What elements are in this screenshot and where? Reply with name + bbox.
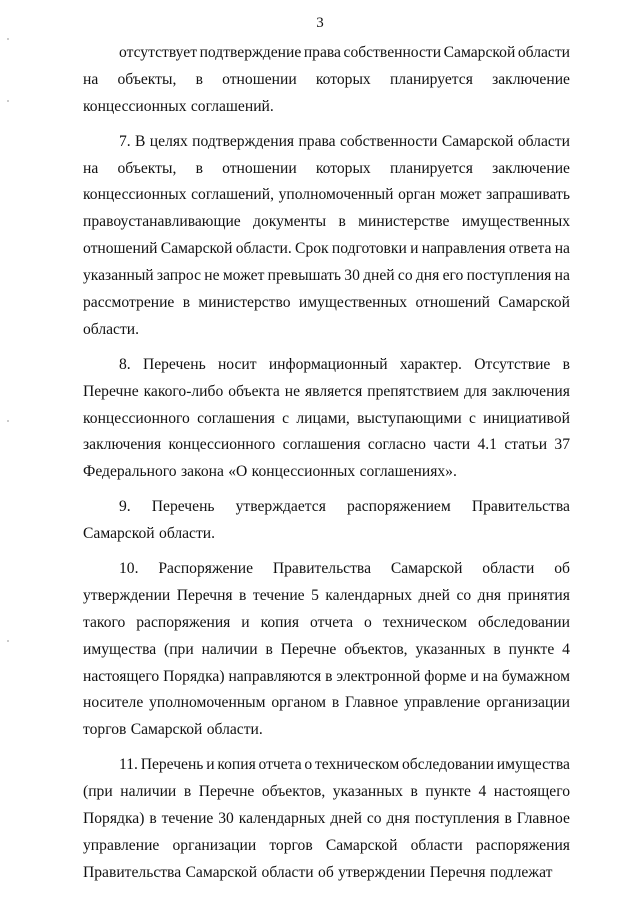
word: копия [260,613,300,631]
word: рассмотрение [83,294,175,312]
word: Самарской [160,240,233,258]
word: об [318,863,334,881]
text-line [83,690,570,717]
word: Главное [345,694,399,712]
text-line [83,583,570,610]
text-line [83,156,570,183]
text-line [83,664,570,691]
word: области [517,132,570,150]
text-line [83,610,570,637]
word: о [304,756,313,774]
word: 37 [554,436,570,454]
word: «О [228,463,248,481]
word: права [303,44,341,61]
word: на [83,70,99,88]
word: наличии [120,783,177,801]
word: 4.1 [477,436,497,454]
word: Перечне [83,382,139,400]
text-line [83,432,570,459]
word: Отсутствие [474,355,551,373]
text-line [83,521,570,548]
word: на [482,667,498,685]
word: области. [235,240,292,258]
word: дней [418,586,451,604]
word: дней [363,267,395,285]
word: закона [180,463,224,481]
word: Порядка) [163,667,225,685]
word: Федерального [83,463,177,481]
word: запрос [156,267,202,285]
text-line [83,236,570,263]
word: Порядка) [83,810,145,828]
word: заключение [492,159,570,177]
word: в [504,810,512,828]
word: объекта [228,382,280,400]
word: пункте [425,783,471,801]
word: 9. [119,498,131,516]
document-body [83,40,570,887]
word: в [195,70,203,88]
word: объекты, [117,70,177,88]
scan-margin-mark [7,640,9,642]
word: с [282,409,290,427]
word: подтверждение [199,44,302,61]
word: области. [206,721,263,739]
word: со [366,810,382,828]
word: соглашения [282,436,361,454]
text-line [83,717,570,744]
word: подготовки [331,240,407,258]
word: концессионных [83,97,187,115]
word: Перечня [176,586,233,604]
paragraph-gap [83,548,570,556]
word: имущественных [461,213,570,231]
word: календарных [238,810,326,828]
word: техническом [382,613,468,631]
scan-margin-mark [7,420,9,422]
word: отчета [258,756,302,774]
word: копия [217,756,256,774]
word: подлежат [489,863,553,881]
word: концессионного [168,436,276,454]
word: 30 [344,267,360,285]
word: на [554,267,570,285]
word: на [554,240,570,258]
text-line [83,352,570,379]
word: объекты, [117,159,177,177]
word: Самарской [325,836,398,854]
word: 5 [311,586,319,604]
word: уполномоченным [149,694,266,712]
word: может [439,186,482,204]
text-line [83,556,570,583]
word: которых [315,70,371,88]
word: на [83,159,99,177]
word: согласно [367,436,426,454]
word: носителе [83,694,144,712]
word: какого-либо [143,382,224,400]
word: информационный [268,355,388,373]
word: календарных [325,586,413,604]
word: пункте [508,640,555,658]
word: такого [83,613,126,631]
word: документы [253,213,327,231]
word: со [397,267,413,285]
word: дня [477,586,502,604]
word: целях [149,132,188,150]
word: министерстве [358,213,450,231]
word: области. [159,525,216,543]
word: Перечне [280,640,337,658]
word: заключения [83,436,162,454]
word: 8. [119,355,131,373]
word: заключение [492,70,570,88]
word: имущественных [298,294,408,312]
word: собственности [343,44,442,61]
word: дней [330,810,362,828]
word: 11. [119,756,138,774]
word: выступающими [357,409,462,427]
word: течение [161,810,214,828]
word: отсутствует [119,44,198,61]
word: указанный [83,267,154,285]
word: распоряжения [136,613,231,631]
word: в [239,586,247,604]
word: дня [415,267,440,285]
word: статьи [504,436,548,454]
word: соглашений, [191,186,274,204]
word: 4 [478,783,487,801]
word: утверждении [83,586,171,604]
word: Самарской [498,294,570,312]
word: бумажном [501,667,570,685]
text-line [83,494,570,521]
word: Самарской [443,44,516,61]
word: об [554,560,570,578]
text-line [83,317,570,344]
text-line [83,40,570,67]
paragraph-p6-continued [83,40,570,121]
word: В [135,132,146,150]
word: Срок [295,240,329,258]
word: органом [271,694,326,712]
word: течение [252,586,305,604]
word: может [222,267,265,285]
word: управление [404,694,481,712]
word: концессионного [83,409,190,427]
word: части [433,436,471,454]
word: утверждении [338,863,426,881]
word: Распоряжение [158,560,254,578]
word: уполномоченный [278,186,394,204]
word: запрашивать [486,186,570,204]
word: объектов, [344,640,408,658]
word: настоящего [493,783,570,801]
word: отношений [83,240,158,258]
word: в [338,213,346,231]
text-line [83,209,570,236]
word: Самарской [441,132,514,150]
word: наличии [201,640,258,658]
word: обследовании [401,756,494,774]
text-line [83,67,570,94]
paragraph-gap [83,486,570,494]
word: Правительства [471,498,570,516]
word: указанных [415,640,486,658]
text-line [83,290,570,317]
word: орган [398,186,436,204]
text-line [83,182,570,209]
word: права [298,132,336,150]
word: в [265,640,273,658]
word: организации [486,694,570,712]
word: превышать [267,267,342,285]
word: Самарской [185,863,258,881]
paragraph-p7 [83,129,570,344]
word: торгов [83,721,127,739]
word: его [442,267,464,285]
word: обследовании [477,613,570,631]
word: не [284,382,301,400]
scan-margin-mark [7,38,9,40]
word: Перечень [151,498,215,516]
paragraph-gap [83,744,570,752]
word: и [241,613,250,631]
text-line [83,779,570,806]
word: Перечень [140,756,204,774]
word: поступления [414,810,500,828]
word: области. [83,320,140,338]
word: не [204,267,220,285]
text-line [83,833,570,860]
word: 30 [218,810,234,828]
word: которых [315,159,371,177]
word: препятствием [367,382,460,400]
word: соглашений. [190,97,274,115]
word: и [410,240,419,258]
text-line [83,379,570,406]
word: 4 [562,640,570,658]
text-line [83,637,570,664]
word: торгов [269,836,313,854]
word: о [364,613,372,631]
text-line [83,263,570,290]
scan-margin-mark [7,100,9,102]
word: отношении [222,159,297,177]
word: характер. [399,355,462,373]
word: правоустанавливающие [83,213,241,231]
paragraph-p8 [83,352,570,486]
word: указанных [332,783,403,801]
word: для [464,382,487,400]
word: Самарской [83,525,155,543]
text-line [83,806,570,833]
word: имущества [83,640,157,658]
word: в [493,640,501,658]
word: с [468,409,476,427]
word: техническом [314,756,400,774]
word: 7. [119,132,131,150]
word: Правительства [83,863,182,881]
word: электронной [336,667,421,685]
paragraph-p10 [83,556,570,744]
word: Перечня [429,863,486,881]
word: со [456,586,472,604]
word: планируется [389,70,473,88]
text-line [83,406,570,433]
word: носит [217,355,257,373]
text-line [83,860,570,887]
word: ответа [508,240,552,258]
text-line [83,129,570,156]
word: форме [424,667,467,685]
word: в [410,783,418,801]
word: Перечень [142,355,206,373]
word: является [304,382,363,400]
word: в [195,159,203,177]
word: в [331,694,340,712]
word: и [470,667,479,685]
word: в [149,810,157,828]
paragraph-gap [83,344,570,352]
word: управление [83,836,160,854]
word: отчета [309,613,354,631]
word: концессионных [83,186,187,204]
word: объектов, [261,783,326,801]
paragraph-p11 [83,752,570,886]
word: Перечне [198,783,255,801]
word: области [482,560,535,578]
text-line [83,94,570,121]
word: утверждается [235,498,326,516]
word: в [183,783,192,801]
word: и [206,756,215,774]
word: отношений [415,294,490,312]
word: (при [83,783,113,801]
word: в [562,355,570,373]
word: направления [421,240,506,258]
paragraph-p9 [83,494,570,548]
word: организации [172,836,257,854]
word: Главное [516,810,570,828]
word: направляются [228,667,322,685]
word: имущества [496,756,570,774]
word: области [410,836,463,854]
word: соглашениях». [359,463,457,481]
text-line [83,752,570,779]
text-line [83,459,570,486]
word: в [182,294,191,312]
word: собственности [339,132,438,150]
word: области [517,44,570,61]
word: Самарской [130,721,203,739]
word: министерство [198,294,291,312]
word: подтверждения [192,132,295,150]
word: дня [386,810,410,828]
word: Правительства [272,560,371,578]
word: распоряжением [346,498,451,516]
word: 10. [119,560,139,578]
word: заключения [491,382,570,400]
word: Самарской [390,560,463,578]
word: принятия [507,586,570,604]
word: концессионных [251,463,356,481]
word: инициативой [483,409,570,427]
word: поступления [466,267,552,285]
page-number: 3 [316,15,324,31]
word: области [261,863,314,881]
word: планируется [389,159,473,177]
word: настоящего [83,667,160,685]
paragraph-gap [83,121,570,129]
word: в [325,667,333,685]
word: (при [164,640,194,658]
word: отношении [222,70,297,88]
word: распоряжения [475,836,570,854]
word: соглашения [197,409,275,427]
word: лицами, [296,409,350,427]
